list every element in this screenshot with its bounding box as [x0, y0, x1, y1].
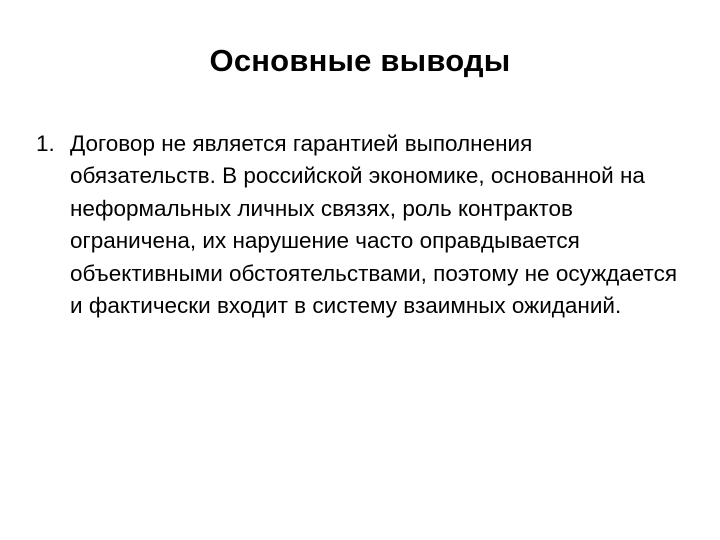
list-item — [36, 128, 684, 322]
slide-body — [36, 128, 684, 322]
list-item-text: Договор не является гарантией выполнения обязательств. В российской экономике, основанной на неформальных личных связях, роль контрактов ограничена, их нарушение часто оправдывается объективными обстоятельствами, поэтому не осуждается и фактически входит в систему взаимных ожиданий. — [70, 131, 678, 318]
page-title: Основные выводы — [209, 43, 511, 78]
list-item-marker: 1. — [36, 131, 55, 156]
